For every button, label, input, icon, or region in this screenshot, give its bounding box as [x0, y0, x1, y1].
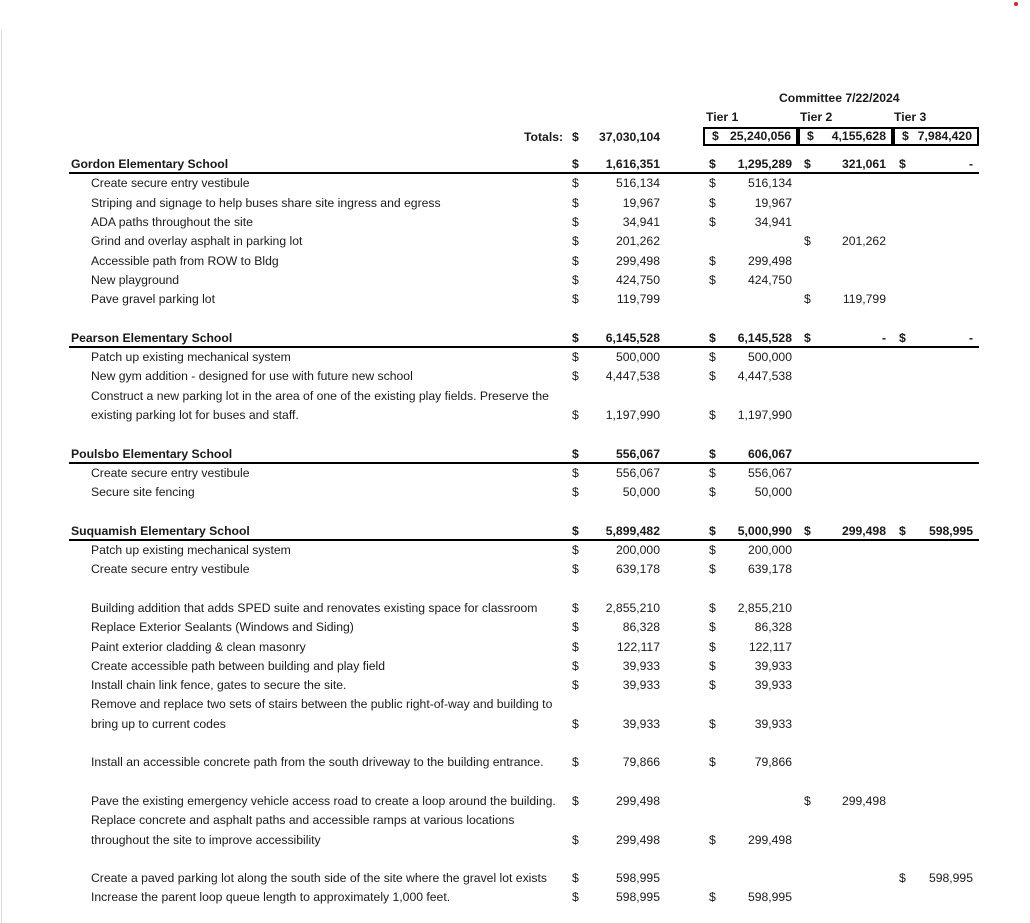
- currency: $: [902, 129, 909, 143]
- totals-label: Totals:: [524, 130, 564, 144]
- line-item-row-continuation[interactable]: [0, 831, 1030, 850]
- line-item-row[interactable]: [0, 252, 1030, 271]
- line-item-row[interactable]: [0, 174, 1030, 193]
- tier1-amount[interactable]: 39,933: [754, 716, 792, 731]
- currency-symbol: $: [572, 369, 579, 384]
- line-item-description: ADA paths throughout the site: [91, 214, 253, 229]
- line-item-row[interactable]: [0, 367, 1030, 386]
- line-item-row[interactable]: [0, 560, 1030, 579]
- currency-symbol: $: [572, 890, 579, 905]
- currency-symbol: $: [572, 755, 579, 770]
- total-amount[interactable]: 1,616,351: [605, 157, 660, 171]
- line-item-description: Pave gravel parking lot: [91, 292, 215, 307]
- tier2-amount[interactable]: 201,262: [841, 234, 886, 249]
- currency-symbol: $: [572, 214, 579, 229]
- tier1-amount[interactable]: 424,750: [747, 272, 792, 287]
- line-item-description: Paint exterior cladding & clean masonry: [91, 639, 306, 654]
- total-amount[interactable]: 200,000: [615, 543, 660, 557]
- total-amount[interactable]: 1,197,990: [605, 407, 660, 422]
- total-amount[interactable]: 39,933: [622, 716, 660, 731]
- total-amount[interactable]: 299,498: [615, 253, 660, 268]
- line-item-description: Increase the parent loop queue length to approximately 1,000 feet.: [91, 890, 451, 905]
- tier1-amount[interactable]: 1,197,990: [737, 407, 792, 422]
- currency-symbol: $: [709, 523, 716, 538]
- line-item-row-continuation[interactable]: [0, 406, 1030, 425]
- total-amount[interactable]: 299,498: [615, 832, 660, 847]
- line-item-description: Pave the existing emergency vehicle access road to create a loop around the building.: [91, 793, 556, 808]
- tier1-amount[interactable]: 5,000,990: [737, 523, 792, 538]
- currency-symbol: $: [709, 485, 716, 500]
- tier1-amount[interactable]: 50,000: [754, 485, 792, 500]
- line-item-row[interactable]: [0, 271, 1030, 290]
- line-item-description: Replace concrete and asphalt paths and accessible ramps at various locations: [91, 813, 515, 828]
- currency-symbol: $: [709, 446, 716, 461]
- tier1-header: Tier 1: [706, 110, 739, 124]
- school-name: Poulsbo Elementary School: [71, 446, 233, 461]
- line-item-description: Patch up existing mechanical system: [91, 543, 291, 557]
- currency: $: [712, 129, 719, 143]
- currency-symbol: $: [572, 678, 579, 693]
- currency-symbol: $: [709, 214, 716, 229]
- school-name: Gordon Elementary School: [71, 157, 229, 171]
- line-item-row-continuation[interactable]: [0, 715, 1030, 734]
- tier1-amount[interactable]: 200,000: [747, 543, 792, 557]
- currency-symbol: $: [572, 832, 579, 847]
- currency-symbol: $: [709, 832, 716, 847]
- total-amount[interactable]: 39,933: [622, 658, 660, 673]
- line-item-description: Remove and replace two sets of stairs between the public right-of-way and building to: [91, 697, 553, 712]
- currency-symbol: $: [709, 658, 716, 673]
- currency-symbol: $: [804, 234, 811, 249]
- total-amount[interactable]: 34,941: [622, 214, 660, 229]
- currency-symbol: $: [709, 620, 716, 635]
- tier1-amount[interactable]: 500,000: [747, 350, 792, 364]
- line-item-description: Create a paved parking lot along the south side of the site where the gravel lot exists: [91, 871, 547, 886]
- line-item-row[interactable]: [0, 232, 1030, 251]
- currency-symbol: $: [709, 330, 716, 345]
- school-name: Pearson Elementary School: [71, 330, 233, 345]
- tier3-amount[interactable]: -: [968, 157, 973, 171]
- total-amount[interactable]: 201,262: [615, 234, 660, 249]
- currency-symbol: $: [572, 176, 579, 191]
- tier2-amount[interactable]: 119,799: [842, 292, 886, 307]
- line-item-description: Create secure entry vestibule: [91, 465, 250, 480]
- currency-symbol: $: [709, 755, 716, 770]
- currency-symbol: $: [572, 793, 579, 808]
- tier3-amount[interactable]: 598,995: [928, 871, 973, 886]
- tier3-amount[interactable]: -: [968, 330, 973, 345]
- line-item-row[interactable]: [0, 599, 1030, 618]
- tier1-amount[interactable]: 19,967: [754, 195, 792, 210]
- currency-symbol: $: [709, 369, 716, 384]
- line-item-row[interactable]: [0, 387, 1030, 406]
- currency-symbol: $: [572, 543, 579, 557]
- tier1-amount[interactable]: 79,866: [754, 755, 792, 770]
- tier1-amount[interactable]: 34,941: [754, 214, 792, 229]
- total-amount[interactable]: 19,967: [622, 195, 660, 210]
- line-item-description: bring up to current codes: [91, 716, 226, 731]
- currency-symbol: $: [709, 678, 716, 693]
- line-item-row[interactable]: [0, 676, 1030, 695]
- currency-symbol: $: [709, 195, 716, 210]
- currency-symbol: $: [804, 793, 811, 808]
- currency-symbol: $: [572, 272, 579, 287]
- status-dot-icon: [1014, 2, 1018, 6]
- line-item-description: throughout the site to improve accessibility: [91, 832, 321, 847]
- line-item-row[interactable]: [0, 213, 1030, 232]
- currency-symbol: $: [572, 446, 579, 461]
- tier2-amount[interactable]: -: [881, 330, 886, 345]
- currency-symbol: $: [709, 639, 716, 654]
- total-amount[interactable]: 6,145,528: [605, 330, 660, 345]
- line-item-description: Secure site fencing: [91, 485, 195, 500]
- currency-symbol: $: [709, 600, 716, 615]
- line-item-description: Create accessible path between building and play field: [91, 658, 386, 673]
- total-amount[interactable]: 598,995: [615, 871, 660, 886]
- line-item-description: New gym addition - designed for use with future new school: [91, 369, 413, 384]
- totals-grand-total: 37,030,104: [599, 130, 660, 144]
- total-amount[interactable]: 86,328: [622, 620, 660, 635]
- currency-symbol: $: [709, 890, 716, 905]
- committee-header: Committee 7/22/2024: [779, 91, 900, 105]
- tier1-total-cell[interactable]: [703, 127, 798, 146]
- tier1-amount[interactable]: 86,328: [754, 620, 792, 635]
- currency-symbol: $: [804, 523, 811, 538]
- currency-symbol: $: [572, 330, 579, 345]
- line-item-description: Striping and signage to help buses share site ingress and egress: [91, 195, 441, 210]
- currency-symbol: $: [572, 716, 579, 731]
- line-item-description: Create secure entry vestibule: [91, 562, 250, 577]
- line-item-row[interactable]: [0, 869, 1030, 888]
- line-item-row[interactable]: [0, 348, 1030, 367]
- total-amount[interactable]: 50,000: [622, 485, 660, 500]
- line-item-description: Install chain link fence, gates to secure the site.: [91, 678, 347, 693]
- line-item-row[interactable]: [0, 483, 1030, 502]
- line-item-row[interactable]: [0, 695, 1030, 714]
- total-amount[interactable]: 5,899,482: [605, 523, 660, 538]
- tier2-total-cell[interactable]: [798, 127, 893, 146]
- line-item-description: New playground: [91, 272, 180, 287]
- currency-symbol: $: [572, 485, 579, 500]
- currency-symbol: $: [899, 330, 906, 345]
- currency-symbol: $: [709, 272, 716, 287]
- total-amount[interactable]: 516,134: [615, 176, 660, 191]
- tier3-total-cell[interactable]: [893, 127, 979, 146]
- line-item-row[interactable]: [0, 638, 1030, 657]
- currency-symbol: $: [709, 543, 716, 557]
- tier2-header: Tier 2: [800, 110, 833, 124]
- tier1-amount[interactable]: 639,178: [747, 562, 792, 577]
- currency-symbol: $: [572, 658, 579, 673]
- line-item-row[interactable]: [0, 541, 1030, 560]
- tier1-amount[interactable]: 39,933: [754, 678, 792, 693]
- totals-currency: $: [572, 130, 579, 144]
- currency-symbol: $: [709, 176, 716, 191]
- currency-symbol: $: [709, 562, 716, 577]
- line-item-row[interactable]: [0, 753, 1030, 772]
- currency-symbol: $: [572, 407, 579, 422]
- currency-symbol: $: [572, 871, 579, 886]
- currency-symbol: $: [572, 639, 579, 654]
- total-amount[interactable]: 122,117: [616, 639, 660, 654]
- line-item-description: Accessible path from ROW to Bldg: [91, 253, 279, 268]
- total-amount[interactable]: 4,447,538: [605, 369, 660, 384]
- tier1-amount[interactable]: 606,067: [747, 446, 792, 461]
- total-amount[interactable]: 299,498: [615, 793, 660, 808]
- currency-symbol: $: [709, 350, 716, 364]
- currency-symbol: $: [804, 330, 811, 345]
- tier1-amount[interactable]: 122,117: [748, 639, 792, 654]
- line-item-description: Building addition that adds SPED suite and renovates existing space for classroom: [91, 600, 538, 615]
- currency-symbol: $: [709, 465, 716, 480]
- line-item-description: Create secure entry vestibule: [91, 176, 250, 191]
- tier2-amount[interactable]: 299,498: [841, 793, 886, 808]
- tier1-amount[interactable]: 4,447,538: [737, 369, 792, 384]
- tier2-amount[interactable]: 299,498: [841, 523, 886, 538]
- line-item-row[interactable]: [0, 194, 1030, 213]
- currency: $: [807, 129, 814, 143]
- currency-symbol: $: [572, 195, 579, 210]
- tier2-total: 4,155,628: [831, 129, 886, 143]
- tier3-total: 7,984,420: [917, 129, 972, 143]
- line-item-description: Replace Exterior Sealants (Windows and Siding): [91, 620, 354, 635]
- tier1-amount[interactable]: 299,498: [747, 253, 792, 268]
- line-item-row[interactable]: [0, 290, 1030, 309]
- total-amount[interactable]: 556,067: [615, 446, 660, 461]
- total-amount[interactable]: 2,855,210: [605, 600, 660, 615]
- tier1-amount[interactable]: 39,933: [754, 658, 792, 673]
- currency-symbol: $: [572, 234, 579, 249]
- currency-symbol: $: [899, 871, 906, 886]
- currency-symbol: $: [572, 292, 579, 307]
- tier1-amount[interactable]: 299,498: [747, 832, 792, 847]
- total-amount[interactable]: 79,866: [622, 755, 660, 770]
- currency-symbol: $: [709, 716, 716, 731]
- school-name: Suquamish Elementary School: [71, 523, 250, 538]
- total-amount[interactable]: 39,933: [622, 678, 660, 693]
- currency-symbol: $: [899, 523, 906, 538]
- tier3-header: Tier 3: [894, 110, 927, 124]
- line-item-row[interactable]: [0, 888, 1030, 907]
- tier1-amount[interactable]: 6,145,528: [737, 330, 792, 345]
- currency-symbol: $: [709, 407, 716, 422]
- currency-symbol: $: [804, 157, 811, 171]
- total-amount[interactable]: 119,799: [616, 292, 660, 307]
- currency-symbol: $: [709, 157, 716, 171]
- currency-symbol: $: [572, 620, 579, 635]
- currency-symbol: $: [709, 253, 716, 268]
- currency-symbol: $: [572, 562, 579, 577]
- line-item-description: Install an accessible concrete path from the south driveway to the building entrance.: [91, 755, 544, 770]
- line-item-description: existing parking lot for buses and staff.: [91, 407, 299, 422]
- line-item-description: Patch up existing mechanical system: [91, 350, 291, 364]
- currency-symbol: $: [572, 253, 579, 268]
- currency-symbol: $: [572, 157, 579, 171]
- tier1-amount[interactable]: 556,067: [747, 465, 792, 480]
- currency-symbol: $: [572, 523, 579, 538]
- tier3-amount[interactable]: 598,995: [928, 523, 973, 538]
- currency-symbol: $: [572, 600, 579, 615]
- total-amount[interactable]: 500,000: [615, 350, 660, 364]
- tier1-amount[interactable]: 2,855,210: [737, 600, 792, 615]
- line-item-description: Construct a new parking lot in the area of one of the existing play fields. Preserve the: [91, 388, 549, 403]
- tier1-amount[interactable]: 598,995: [747, 890, 792, 905]
- total-amount[interactable]: 598,995: [615, 890, 660, 905]
- currency-symbol: $: [899, 157, 906, 171]
- tier1-amount[interactable]: 516,134: [747, 176, 792, 191]
- tier1-amount[interactable]: 1,295,289: [737, 157, 792, 171]
- line-item-row[interactable]: [0, 657, 1030, 676]
- currency-symbol: $: [804, 292, 811, 307]
- line-item-row[interactable]: [0, 811, 1030, 830]
- total-amount[interactable]: 556,067: [615, 465, 660, 480]
- line-item-description: Grind and overlay asphalt in parking lot: [91, 234, 303, 249]
- currency-symbol: $: [572, 350, 579, 364]
- line-item-row[interactable]: [0, 618, 1030, 637]
- total-amount[interactable]: 639,178: [615, 562, 660, 577]
- line-item-row[interactable]: [0, 464, 1030, 483]
- tier1-total: 25,240,056: [730, 129, 791, 143]
- currency-symbol: $: [572, 465, 579, 480]
- line-item-row[interactable]: [0, 792, 1030, 811]
- total-amount[interactable]: 424,750: [615, 272, 660, 287]
- tier2-amount[interactable]: 321,061: [841, 157, 886, 171]
